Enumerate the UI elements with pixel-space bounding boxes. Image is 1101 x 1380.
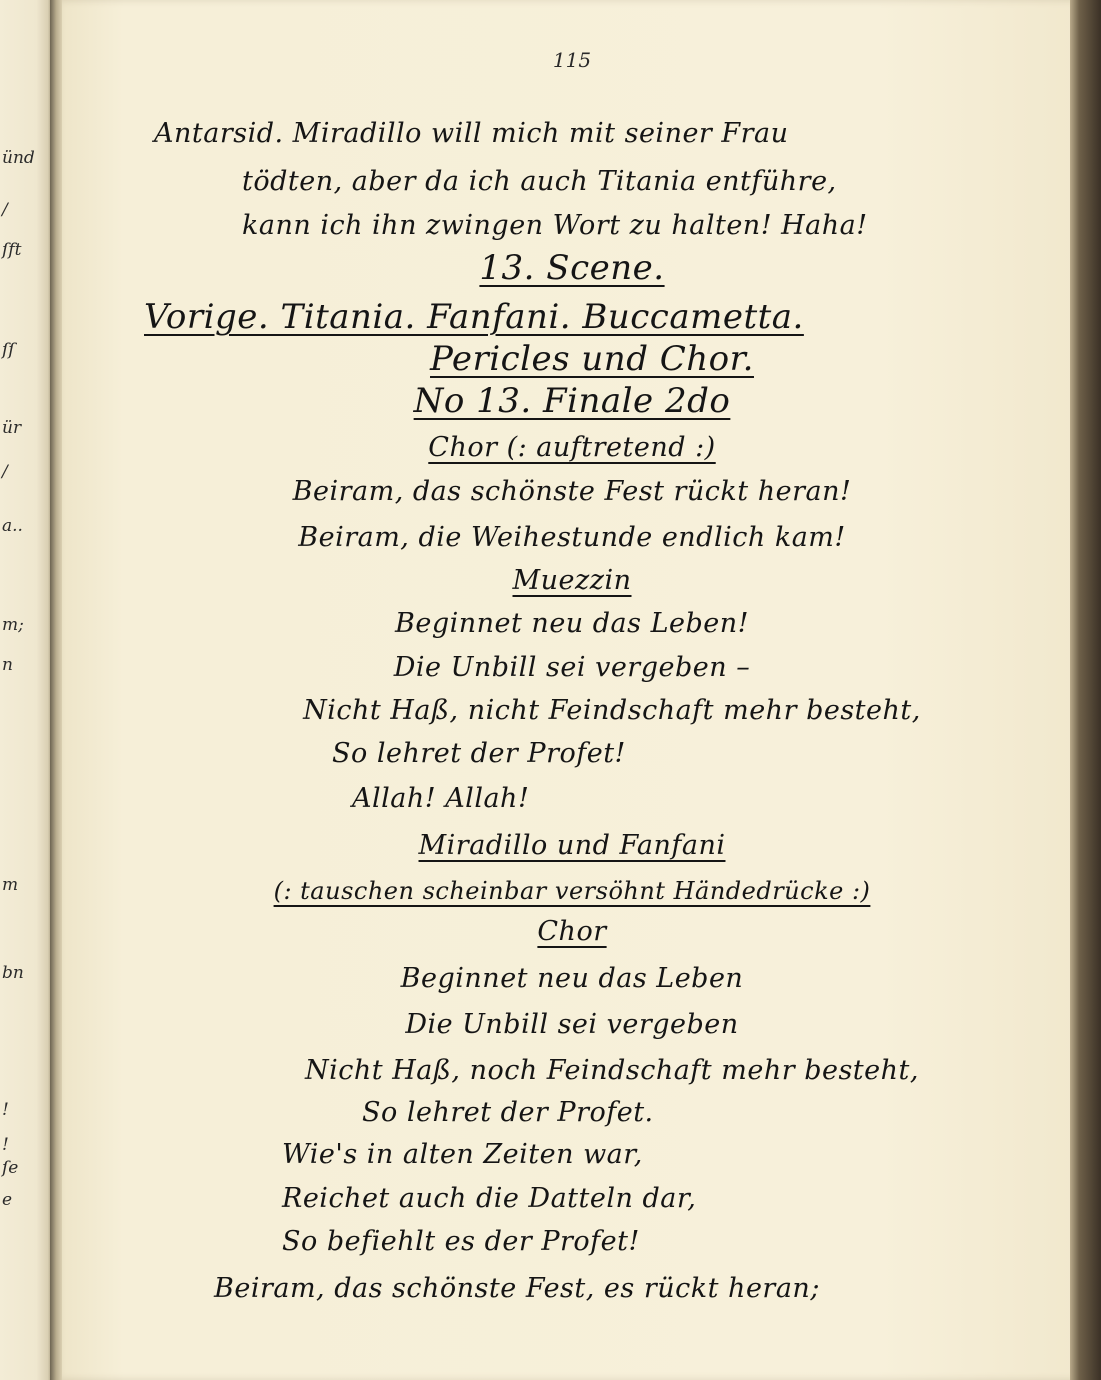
- left-fragment: !: [2, 1135, 9, 1155]
- lyric-line: Beginnet neu das Leben!: [395, 608, 749, 639]
- characters-line: Vorige. Titania. Fanfani. Buccametta.: [144, 297, 804, 337]
- lyric-line: So lehret der Profet!: [332, 738, 626, 769]
- lyric-line: Die Unbill sei vergeben: [405, 1009, 739, 1040]
- lyric-line: Allah! Allah!: [352, 783, 530, 814]
- dialogue-line: Antarsid. Miradillo will mich mit seiner Frau: [154, 118, 789, 149]
- left-facing-page: [0, 0, 52, 1380]
- lyric-line: Reichet auch die Datteln dar,: [282, 1183, 697, 1214]
- left-fragment: /: [2, 200, 8, 220]
- speaker-heading: Chor: [537, 916, 607, 947]
- page-block-edge: [1070, 0, 1101, 1380]
- lyric-line: Beiram, das schönste Fest rückt heran!: [292, 476, 852, 507]
- lyric-line: So lehret der Profet.: [362, 1097, 654, 1128]
- dialogue-line: tödten, aber da ich auch Titania entführe,: [242, 166, 837, 197]
- lyric-line: So befiehlt es der Profet!: [282, 1226, 640, 1257]
- left-fragment: bn: [2, 963, 24, 983]
- lyric-line: Die Unbill sei vergeben –: [393, 652, 751, 683]
- left-fragment: ſe: [2, 1158, 19, 1178]
- lyric-line: Nicht Haß, noch Feindschaft mehr besteht,: [305, 1055, 919, 1086]
- left-fragment: m;: [2, 615, 24, 635]
- lyric-line: Nicht Haß, nicht Feindschaft mehr besteht,: [303, 695, 921, 726]
- left-fragment: ſft: [2, 240, 22, 260]
- left-fragment: m: [2, 875, 19, 895]
- dialogue-line: kann ich ihn zwingen Wort zu halten! Haha!: [242, 210, 868, 241]
- left-fragment: ſſ: [2, 340, 15, 360]
- lyric-line: Beiram, die Weihestunde endlich kam!: [298, 522, 846, 553]
- speaker-heading: Muezzin: [512, 565, 632, 596]
- left-fragment: n: [2, 655, 13, 675]
- speaker-heading: Chor (: auftretend :): [428, 432, 716, 463]
- lyric-line: Beginnet neu das Leben: [400, 963, 744, 994]
- page-number: 115: [552, 48, 592, 72]
- speaker-heading: Miradillo und Fanfani: [418, 830, 726, 861]
- left-fragment: a..: [2, 516, 23, 536]
- left-fragment: e: [2, 1190, 13, 1210]
- left-fragment: !: [2, 1100, 9, 1120]
- number-heading: No 13. Finale 2do: [413, 381, 731, 421]
- lyric-line: Wie's in alten Zeiten war,: [282, 1139, 643, 1170]
- characters-line: Pericles und Chor.: [430, 339, 754, 379]
- left-fragment: ünd: [2, 148, 35, 168]
- stage-direction: (: tauschen scheinbar versöhnt Händedrücke :): [273, 877, 871, 905]
- lyric-line: Beiram, das schönste Fest, es rückt heran;: [214, 1273, 820, 1304]
- scene-heading: 13. Scene.: [479, 248, 665, 288]
- left-fragment: ür: [2, 418, 22, 438]
- manuscript-page: [62, 0, 1082, 1380]
- left-fragment: /: [2, 462, 8, 482]
